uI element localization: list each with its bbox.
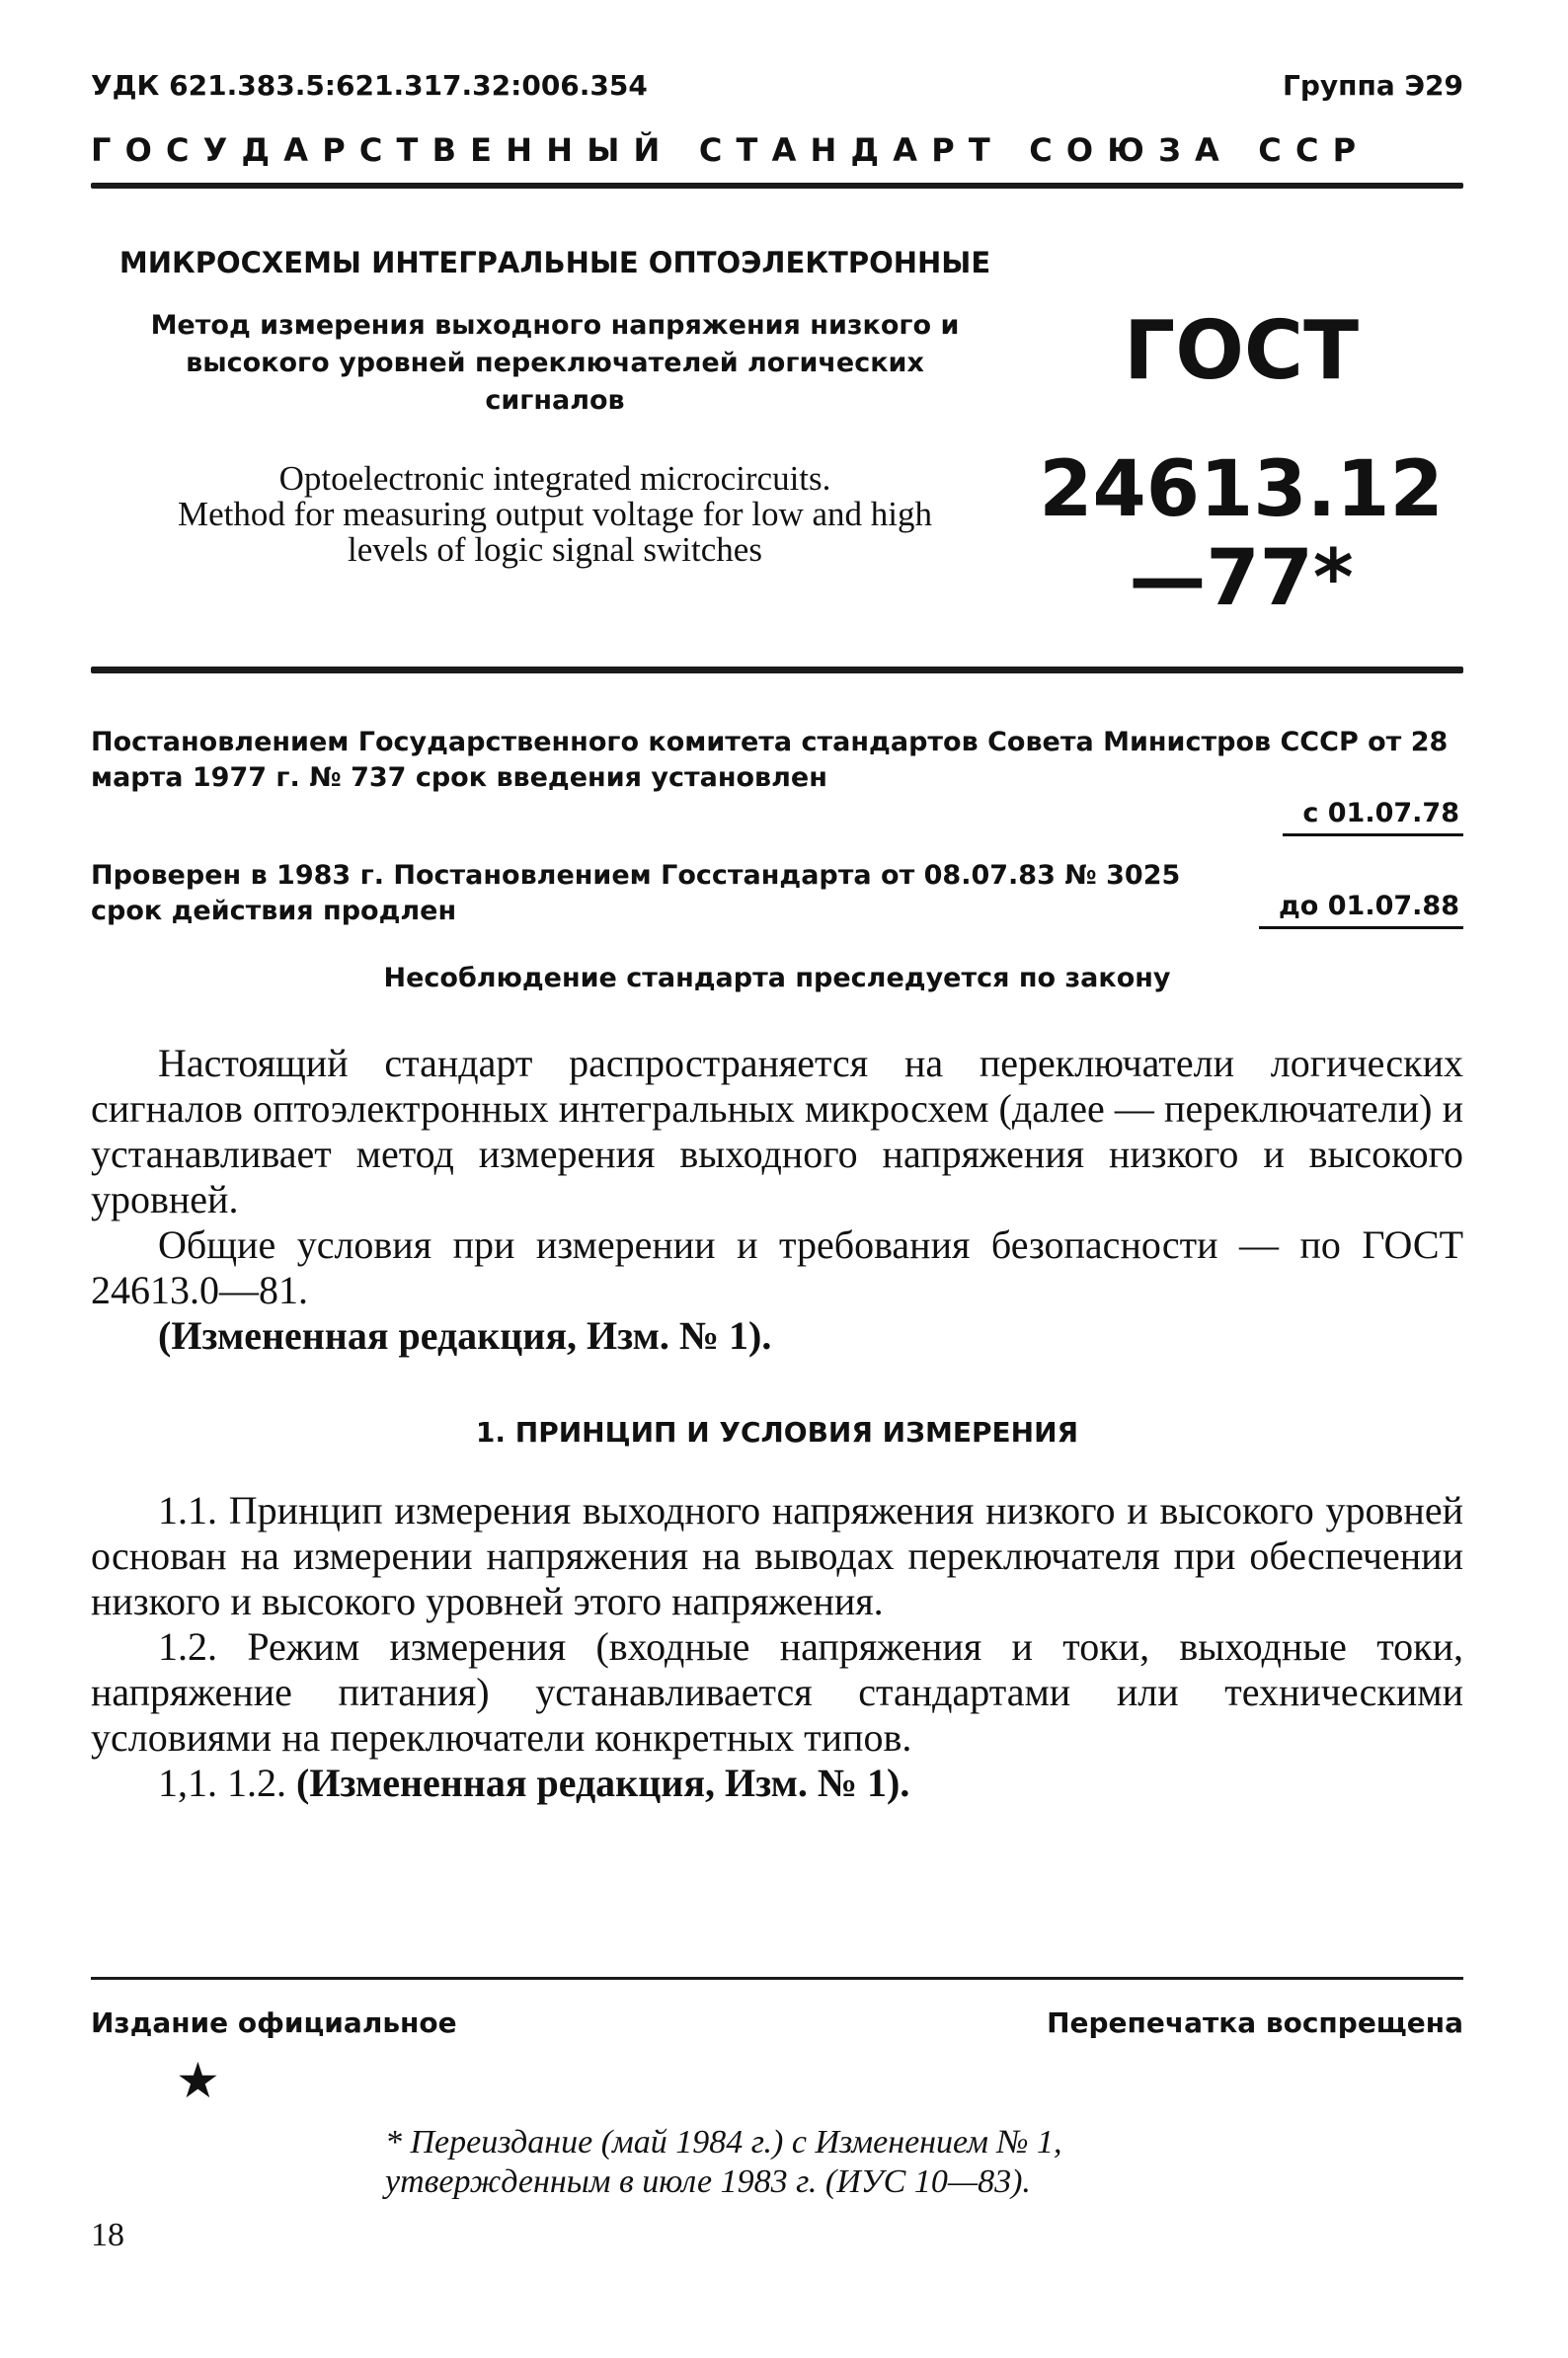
title-left (91, 246, 1019, 623)
gost-number: 24613.12—77* (1039, 445, 1444, 623)
check-block (91, 858, 1463, 929)
section-amendment (91, 1761, 1463, 1806)
check-text: Проверен в 1983 г. Постановлением Госстандарта от 08.07.83 № 3025 срок действия продлен (91, 860, 1181, 926)
intro-paragraph: Настоящий стандарт распространяется на переключатели логических сигналов оптоэлектронных интегральных микросхем (далее — переключатели) и устанавливает метод измерения выходного напряжения низкого и высокого уровней. (91, 1041, 1463, 1221)
english-title-line: Method for measuring output voltage for low and high (177, 495, 933, 533)
intro-text (91, 1041, 1463, 1359)
gost-label: ГОСТ (1123, 304, 1360, 398)
section-paragraph: 1.2. Режим измерения (входные напряжения и токи, выходные токи, напряжение питания) устанавливается стандартами или техническими условиями на переключатели конкретных типов. (91, 1624, 1463, 1760)
group-code: Группа Э29 (1283, 69, 1463, 102)
section-amendment-bold: (Измененная редакция, Изм. № 1). (296, 1761, 910, 1805)
header-divider (91, 183, 1463, 189)
law-notice: Несоблюдение стандарта преследуется по закону (383, 963, 1171, 993)
amendment-note: (Измененная редакция, Изм. № 1). (158, 1313, 772, 1358)
document-subtitle: Метод измерения выходного напряжения низкого и высокого уровней переключателей логических сигналов (150, 310, 960, 416)
footer-divider (91, 1977, 1463, 1980)
header-row (91, 69, 1463, 102)
english-title-line: levels of logic signal switches (348, 530, 762, 569)
section-body (91, 1488, 1463, 1806)
intro-paragraph: Общие условия при измерении и требования безопасности — по ГОСТ 24613.0—81. (91, 1222, 1463, 1312)
state-standard-title: ГОСУДАРСТВЕННЫЙ СТАНДАРТ СОЮЗА ССР (91, 131, 1371, 169)
star-icon: ★ (176, 2052, 220, 2109)
title-block (91, 246, 1463, 623)
document-title: МИКРОСХЕМЫ ИНТЕГРАЛЬНЫЕ ОПТОЭЛЕКТРОННЫЕ (118, 246, 991, 279)
date-from (91, 796, 1463, 836)
footer-row (91, 2006, 1463, 2039)
footnote: * Переиздание (май 1984 г.) с Изменением № 1, утвержденным в июле 1983 г. (ИУС 10—83). (385, 2124, 1062, 2200)
gost-designation (1019, 246, 1463, 623)
section-amendment-prefix: 1,1. 1.2. (158, 1761, 286, 1805)
date-to-value: до 01.07.88 (1259, 889, 1463, 929)
english-title-line: Optoelectronic integrated microcircuits. (278, 459, 831, 498)
page-number: 18 (91, 2217, 124, 2253)
date-to (1259, 889, 1463, 929)
title-divider (91, 667, 1463, 673)
section-heading: 1. ПРИНЦИП И УСЛОВИЯ ИЗМЕРЕНИЯ (475, 1416, 1079, 1449)
english-title (91, 461, 1019, 568)
document-page (91, 69, 1463, 1806)
decree-text: Постановлением Государственного комитета стандартов Совета Министров СССР от 28 марта 1977 г. № 737 срок введения установлен (91, 727, 1449, 793)
official-edition: Издание официальное (91, 2006, 457, 2039)
date-from-value: с 01.07.78 (1283, 796, 1463, 836)
reprint-notice: Перепечатка воспрещена (1047, 2006, 1463, 2039)
section-paragraph: 1.1. Принцип измерения выходного напряжения низкого и высокого уровней основан на измерении напряжения на выводах переключателя при обеспечении низкого и высокого уровней этого напряжения. (91, 1488, 1463, 1623)
udk-code: УДК 621.383.5:621.317.32:006.354 (91, 69, 648, 102)
